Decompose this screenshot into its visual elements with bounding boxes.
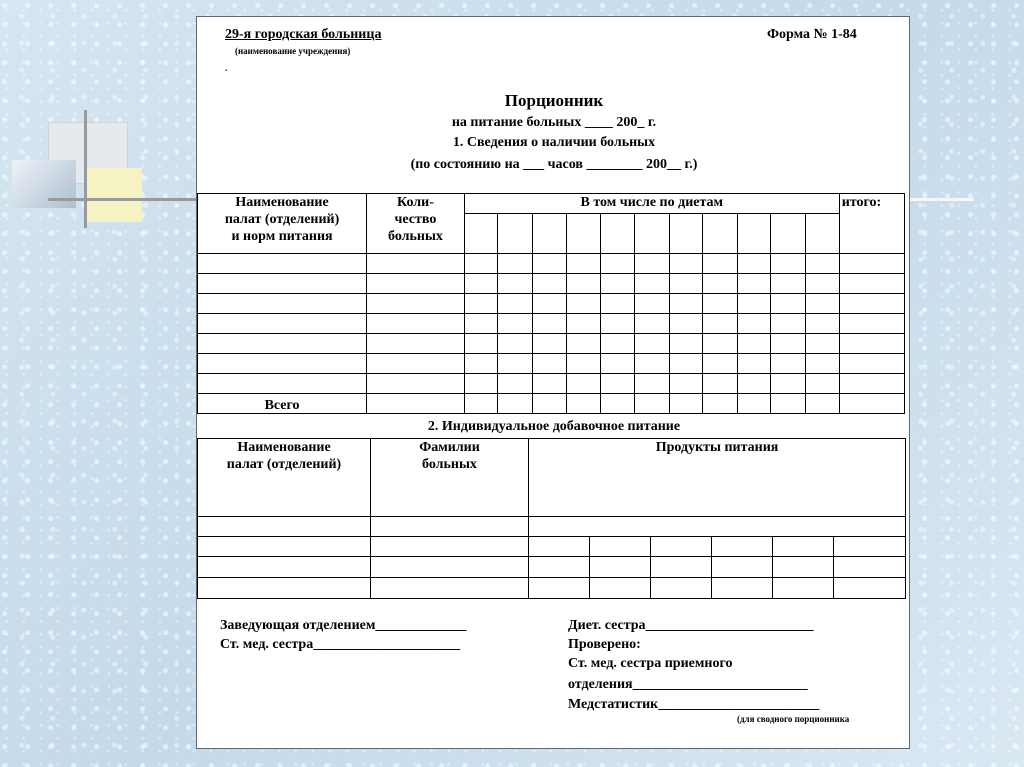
patients-table bbox=[197, 193, 905, 414]
senior-nurse-admission: Ст. мед. сестра приемного bbox=[568, 656, 733, 671]
section-1-heading: 1. Сведения о наличии больных bbox=[452, 135, 656, 150]
summary-note: (для сводного порционника bbox=[737, 714, 850, 724]
decor-horizontal-line bbox=[48, 198, 198, 201]
table-row bbox=[198, 517, 906, 537]
checked-label: Проверено: bbox=[568, 637, 641, 652]
header-patient-count: Коли- чество больных bbox=[367, 194, 465, 254]
table-row bbox=[198, 334, 905, 354]
table-row bbox=[198, 537, 906, 557]
header-diets: В том числе по диетам bbox=[464, 194, 839, 214]
form-number: Форма № 1-84 bbox=[767, 27, 857, 42]
form-sheet bbox=[196, 16, 910, 749]
section-2-heading: 2. Индивидуальное добавочное питание bbox=[427, 419, 681, 434]
decor-square-yellow bbox=[86, 168, 142, 222]
institution-name: 29-я городская больница bbox=[225, 27, 382, 42]
table-row bbox=[198, 354, 905, 374]
title-line-1: на питание больных ____ 200_ г. bbox=[451, 115, 657, 130]
total-row bbox=[198, 394, 905, 414]
table-row bbox=[198, 314, 905, 334]
total-label: Всего bbox=[198, 394, 367, 414]
header-surnames: Фамилии больных bbox=[371, 439, 529, 517]
table-row bbox=[198, 254, 905, 274]
header-total: итого: bbox=[839, 194, 904, 254]
table-row bbox=[198, 274, 905, 294]
header-ward-name-2: Наименование палат (отделений) bbox=[198, 439, 371, 517]
dot-mark: . bbox=[225, 63, 228, 73]
signature-head-of-department: Заведующая отделением_____________ bbox=[220, 618, 467, 633]
signature-medstatistician: Медстатистик_______________________ bbox=[568, 697, 820, 712]
table-row bbox=[198, 374, 905, 394]
decor-vertical-line bbox=[84, 110, 87, 228]
table-row bbox=[198, 578, 906, 599]
header-ward-name: Наименование палат (отделений) и норм питания bbox=[198, 194, 367, 254]
signature-senior-nurse: Ст. мед. сестра_____________________ bbox=[220, 637, 461, 652]
supplementary-nutrition-table bbox=[197, 438, 906, 599]
decor-horizontal-line-right bbox=[910, 198, 974, 201]
table-row bbox=[198, 294, 905, 314]
table-row bbox=[198, 557, 906, 578]
signature-department: отделения_________________________ bbox=[568, 677, 808, 692]
form-title: Порционник bbox=[504, 91, 604, 110]
institution-caption: (наименование учреждения) bbox=[235, 46, 351, 56]
header-products: Продукты питания bbox=[529, 439, 906, 517]
title-line-2: (по состоянию на ___ часов ________ 200__ г.) bbox=[410, 157, 698, 172]
signature-diet-nurse: Диет. сестра________________________ bbox=[568, 618, 814, 633]
